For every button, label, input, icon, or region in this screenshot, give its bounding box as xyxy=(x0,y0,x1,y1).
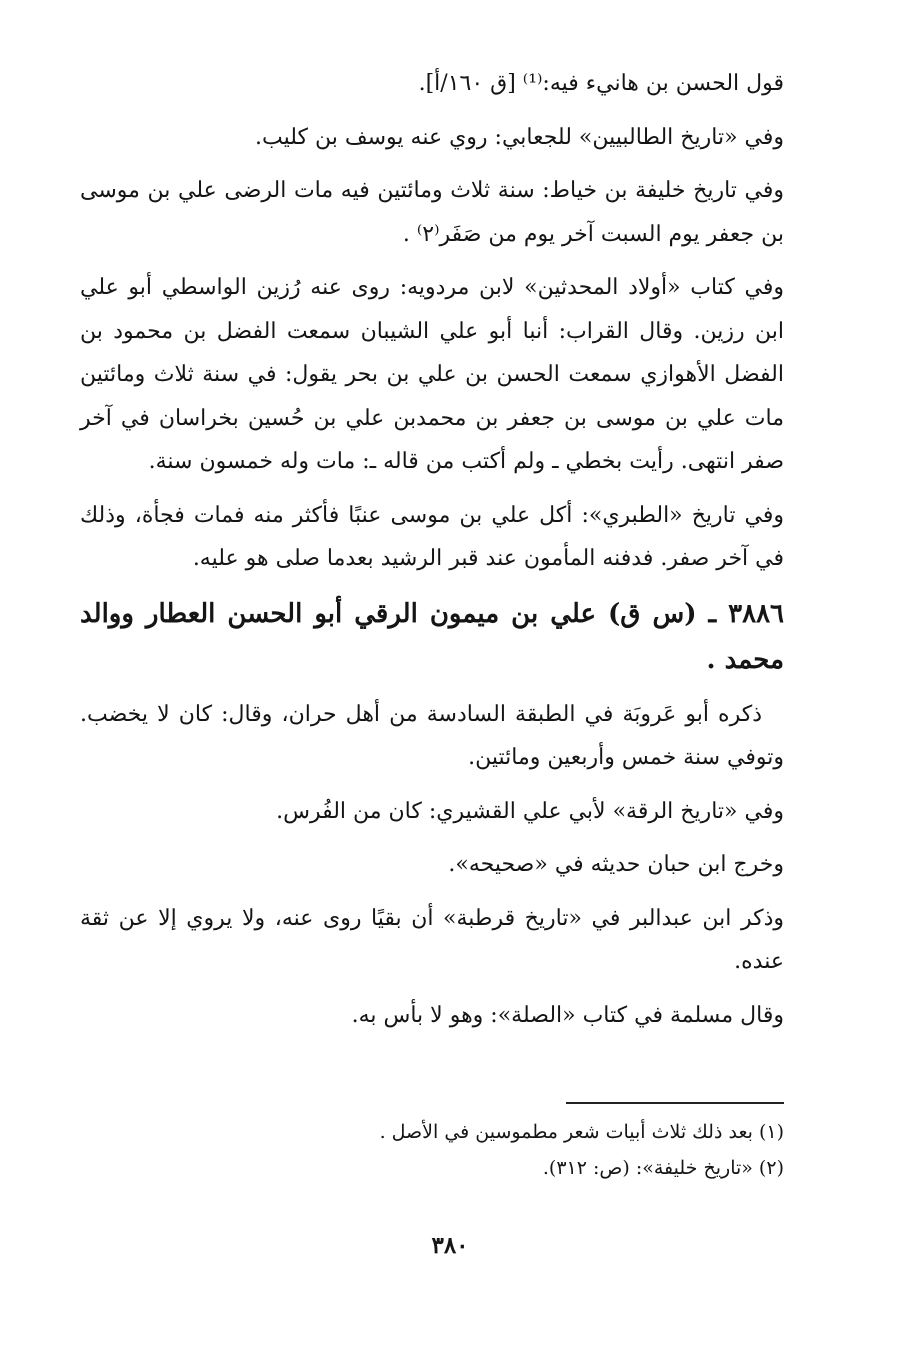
paragraph-ibn-abdulbarr: وذكر ابن عبدالبر في «تاريخ قرطبة» أن بقيًا روى عنه، ولا يروي إلا عن ثقة عنده. xyxy=(80,905,784,974)
paragraph-maslama: وقال مسلمة في كتاب «الصلة»: وهو لا بأس به. xyxy=(351,1002,784,1028)
main-text-column xyxy=(80,62,784,1047)
footnote-1: (١) بعد ذلك ثلاث أبيات شعر مطموسين في الأصل . xyxy=(379,1121,784,1143)
paragraph-abu-aruba: ذكره أبو عَروبَة في الطبقة السادسة من أهل حران، وقال: كان لا يخضب. وتوفي سنة خمس وأربعين ومائتين. xyxy=(80,701,784,770)
paragraph-hasan-ibn-hani: قول الحسن بن هانيء فيه:⁽¹⁾ [ق ١٦٠/أ]. xyxy=(418,71,784,96)
footnotes xyxy=(80,1114,784,1186)
footnote-2: (٢) «تاريخ خليفة»: (ص: ٣١٢). xyxy=(542,1157,784,1179)
paragraph-khalifa: وفي تاريخ خليفة بن خياط: سنة ثلاث ومائتين فيه مات الرضى علي بن موسى بن جعفر يوم السبت آخر يوم من صَفَر⁽٢⁾ . xyxy=(80,178,785,247)
paragraph-tabari: وفي تاريخ «الطبري»: أكل علي بن موسى عنبًا فأكثر منه فمات فجأة، وذلك في آخر صفر. فدفنه المأمون عند قبر الرشيد بعدما صلى هو عليه. xyxy=(80,502,784,571)
paragraph-tarikh-raqqa: وفي «تاريخ الرقة» لأبي علي القشيري: كان من الفُرس. xyxy=(276,798,784,824)
page-number: ٣٨٠ xyxy=(431,1232,469,1259)
paragraph-ibn-hibban: وخرج ابن حبان حديثه في «صحيحه». xyxy=(448,852,784,877)
paragraph-awlad-al-muhaddithin: وفي كتاب «أولاد المحدثين» لابن مردويه: روى عنه رُزين الواسطي أبو علي ابن رزين. وقال القراب: أنبا أبو علي الشيبان سمعت الفضل بن محمود بن الفضل الأهوازي سمعت الحسن بن علي بن بحر يقول: في سنة ثلاث ومائتين مات علي بن موسى بن جعفر بن محمدبن علي بن حُسين بخراسان في آخر صفر انتهى. رأيت بخطي ـ ولم أكتب من قاله ـ: مات وله خمسون سنة. xyxy=(80,275,784,474)
paragraph-talibiyyin: وفي «تاريخ الطالبيين» للجعابي: روي عنه يوسف بن كليب. xyxy=(254,124,784,150)
footnote-divider xyxy=(566,1102,784,1104)
entry-heading-3886: ٣٨٨٦ ـ (س ق) علي بن ميمون الرقي أبو الحسن العطار ووالد محمد . xyxy=(80,598,784,675)
